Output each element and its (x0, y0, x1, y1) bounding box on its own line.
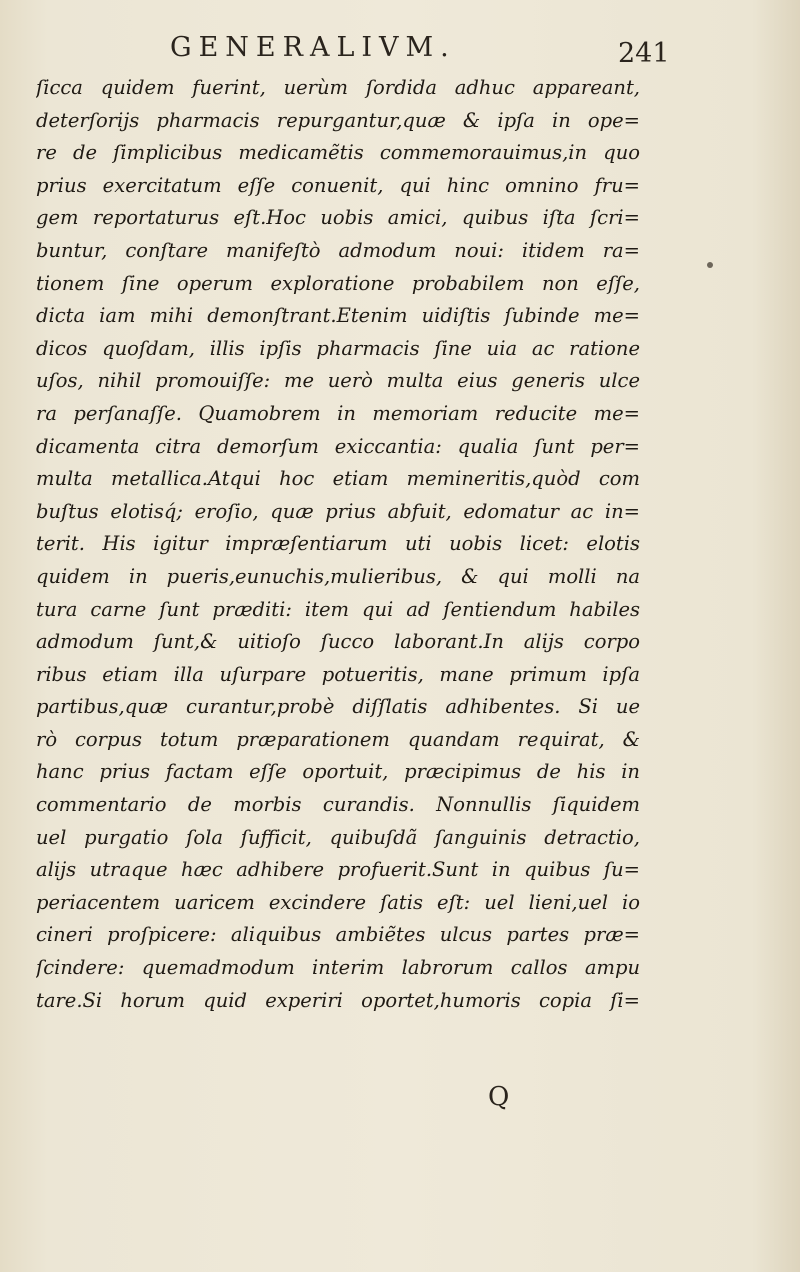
text-line: tura carne ſunt præditi: item qui ad ſentiendum habiles (36, 597, 640, 621)
text-line: admodum ſunt,& uitioſo ſucco laborant.In alijs corpo (36, 630, 640, 654)
text-line: alijs utraque hæc adhibere profuerit.Sunt in quibus ſu= (36, 858, 640, 882)
text-line: hanc prius factam eſſe oportuit, præcipimus de his in (36, 760, 640, 784)
text-line: buſtus elotisq́; eroſio, quæ prius abfuit, edomatur ac in= (36, 499, 640, 523)
text-line: dicos quoſdam, illis ipſis pharmacis ſine uia ac ratione (36, 336, 640, 360)
text-line: gem reportaturus eſt.Hoc uobis amici, quibus iſta ſcri= (36, 206, 640, 230)
text-line: periacentem uaricem excindere ſatis eſt: uel lieni,uel io (36, 890, 640, 914)
text-line: ribus etiam illa uſurpare potueritis, mane primum ipſa (36, 662, 640, 686)
text-line: buntur, conſtare manifeſtò admodum noui: itidem ra= (36, 238, 640, 262)
text-line: tionem ſine operum exploratione probabilem non eſſe, (36, 271, 640, 295)
text-line: ra perſanaſſe. Quamobrem in memoriam reducite me= (36, 401, 640, 425)
catchword: Q (488, 1082, 510, 1112)
text-line: ſicca quidem fuerint, uerùm ſordida adhuc appareant, (36, 76, 640, 99)
text-line: commentario de morbis curandis. Nonnullis ſiquidem (36, 793, 640, 817)
text-line: re de ſimplicibus medicamẽtis commemorauimus,in quo (36, 141, 640, 165)
text-line: dicta iam mihi demonſtrant.Etenim uidiſtis ſubinde me= (36, 304, 640, 328)
text-line: partibus,quæ curantur,probè diſſlatis adhibentes. Si ue (36, 695, 640, 719)
text-line: multa metallica.Atqui hoc etiam memineritis,quòd com (36, 467, 640, 491)
text-line: dicamenta citra demorſum exiccantia: qualia ſunt per= (36, 434, 640, 458)
text-line: deterſorijs pharmacis repurgantur,quæ & ipſa in ope= (36, 108, 640, 132)
text-line: rò corpus totum præparationem quandam requirat, & (36, 727, 640, 751)
text-line: ſcindere: quemadmodum interim labrorum callos ampu (36, 956, 640, 980)
running-head: GENERALIVM. (170, 32, 456, 63)
text-line: uel purgatio ſola ſufficit, quibuſdã ſanguinis detractio, (36, 825, 640, 849)
page-number: 241 (618, 38, 670, 69)
ink-speck (707, 262, 713, 268)
page-header (0, 30, 800, 70)
text-line: cineri proſpicere: aliquibus ambiẽtes ulcus partes præ= (36, 923, 640, 947)
text-line: tare.Si horum quid experiri oportet,humoris copia ſi= (36, 988, 640, 1012)
text-line: uſos, nihil promouiſſe: me uerò multa eius generis ulce (36, 369, 640, 393)
text-line: prius exercitatum eſſe conuenit, qui hinc omnino fru= (36, 173, 640, 197)
body-text (36, 72, 640, 1017)
text-line: terit. His igitur impræſentiarum uti uobis licet: elotis (36, 532, 640, 556)
text-line: quidem in pueris,eunuchis,mulieribus, & qui molli na (36, 564, 640, 588)
